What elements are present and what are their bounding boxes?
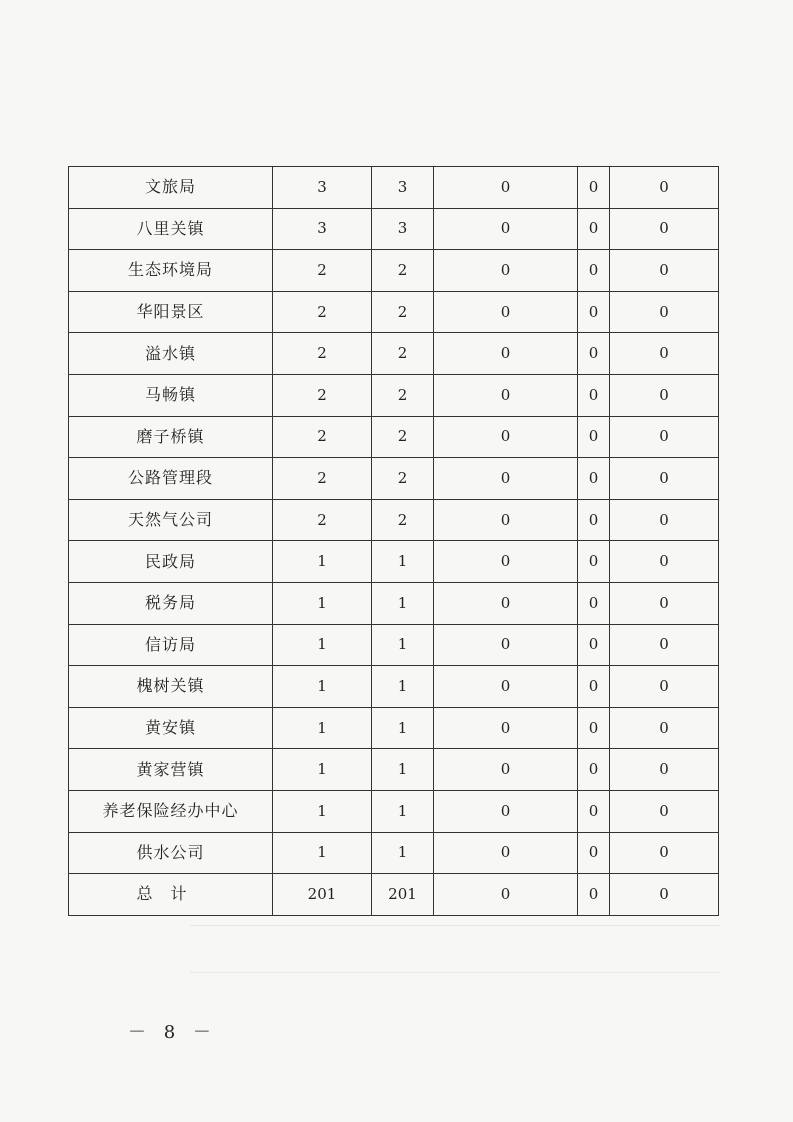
value-cell-e: 0 — [610, 624, 719, 666]
value-cell-a: 3 — [273, 208, 372, 250]
unit-name-cell: 溢水镇 — [69, 333, 273, 375]
unit-name-cell: 八里关镇 — [69, 208, 273, 250]
value-cell-c: 0 — [434, 790, 578, 832]
value-cell-e: 0 — [610, 541, 719, 583]
value-cell-d: 0 — [578, 208, 610, 250]
table-row — [69, 832, 719, 874]
value-cell-c: 0 — [434, 250, 578, 292]
unit-name-cell: 磨子桥镇 — [69, 416, 273, 458]
total-label: 总计 — [69, 874, 273, 916]
value-cell-e: 0 — [610, 291, 719, 333]
value-cell-b: 1 — [372, 541, 434, 583]
table-row — [69, 458, 719, 500]
value-cell-a: 2 — [273, 416, 372, 458]
value-cell-e: 0 — [610, 582, 719, 624]
value-cell-c: 0 — [434, 832, 578, 874]
value-cell-c: 0 — [434, 666, 578, 708]
value-cell-b: 1 — [372, 582, 434, 624]
value-cell-a: 1 — [273, 541, 372, 583]
value-cell-d: 0 — [578, 250, 610, 292]
value-cell-b: 2 — [372, 291, 434, 333]
unit-name-cell: 公路管理段 — [69, 458, 273, 500]
value-cell-a: 2 — [273, 458, 372, 500]
value-cell-e: 0 — [610, 499, 719, 541]
value-cell-a: 2 — [273, 250, 372, 292]
value-cell-b: 2 — [372, 499, 434, 541]
value-cell-a: 2 — [273, 291, 372, 333]
total-row — [69, 874, 719, 916]
value-cell-e: 0 — [610, 333, 719, 375]
value-cell-e: 0 — [610, 666, 719, 708]
value-cell-b: 2 — [372, 458, 434, 500]
value-cell-c: 0 — [434, 291, 578, 333]
total-value-d: 0 — [578, 874, 610, 916]
unit-name-cell: 供水公司 — [69, 832, 273, 874]
value-cell-a: 2 — [273, 499, 372, 541]
value-cell-b: 1 — [372, 707, 434, 749]
unit-name-cell: 信访局 — [69, 624, 273, 666]
table-row — [69, 666, 719, 708]
table-body — [69, 167, 719, 916]
value-cell-b: 2 — [372, 416, 434, 458]
value-cell-d: 0 — [578, 707, 610, 749]
bleed-through-marks — [190, 925, 720, 973]
value-cell-b: 2 — [372, 250, 434, 292]
value-cell-d: 0 — [578, 333, 610, 375]
total-value-e: 0 — [610, 874, 719, 916]
value-cell-d: 0 — [578, 167, 610, 209]
value-cell-b: 1 — [372, 832, 434, 874]
value-cell-a: 1 — [273, 582, 372, 624]
unit-name-cell: 养老保险经办中心 — [69, 790, 273, 832]
table-row — [69, 374, 719, 416]
value-cell-e: 0 — [610, 749, 719, 791]
value-cell-a: 2 — [273, 374, 372, 416]
page-number: － 8 － — [128, 1022, 217, 1043]
value-cell-d: 0 — [578, 374, 610, 416]
value-cell-d: 0 — [578, 624, 610, 666]
value-cell-d: 0 — [578, 541, 610, 583]
value-cell-b: 3 — [372, 208, 434, 250]
value-cell-d: 0 — [578, 291, 610, 333]
value-cell-d: 0 — [578, 790, 610, 832]
table-row — [69, 250, 719, 292]
table-row — [69, 291, 719, 333]
table-row — [69, 499, 719, 541]
unit-name-cell: 马畅镇 — [69, 374, 273, 416]
unit-name-cell: 黄家营镇 — [69, 749, 273, 791]
table-row — [69, 749, 719, 791]
table-row — [69, 582, 719, 624]
total-value-b: 201 — [372, 874, 434, 916]
value-cell-c: 0 — [434, 458, 578, 500]
value-cell-c: 0 — [434, 374, 578, 416]
value-cell-c: 0 — [434, 707, 578, 749]
value-cell-d: 0 — [578, 666, 610, 708]
value-cell-c: 0 — [434, 749, 578, 791]
value-cell-a: 1 — [273, 666, 372, 708]
value-cell-e: 0 — [610, 790, 719, 832]
unit-name-cell: 华阳景区 — [69, 291, 273, 333]
table-row — [69, 790, 719, 832]
value-cell-d: 0 — [578, 582, 610, 624]
value-cell-a: 1 — [273, 624, 372, 666]
total-value-a: 201 — [273, 874, 372, 916]
value-cell-b: 1 — [372, 790, 434, 832]
value-cell-b: 1 — [372, 666, 434, 708]
value-cell-e: 0 — [610, 167, 719, 209]
value-cell-e: 0 — [610, 374, 719, 416]
value-cell-c: 0 — [434, 541, 578, 583]
table-row — [69, 167, 719, 209]
unit-name-cell: 文旅局 — [69, 167, 273, 209]
value-cell-b: 1 — [372, 624, 434, 666]
value-cell-c: 0 — [434, 167, 578, 209]
value-cell-e: 0 — [610, 250, 719, 292]
table-row — [69, 541, 719, 583]
value-cell-a: 2 — [273, 333, 372, 375]
statistics-table — [68, 166, 719, 916]
value-cell-d: 0 — [578, 458, 610, 500]
value-cell-a: 1 — [273, 832, 372, 874]
unit-name-cell: 天然气公司 — [69, 499, 273, 541]
table-row — [69, 416, 719, 458]
value-cell-d: 0 — [578, 832, 610, 874]
value-cell-c: 0 — [434, 208, 578, 250]
unit-name-cell: 黄安镇 — [69, 707, 273, 749]
value-cell-d: 0 — [578, 749, 610, 791]
value-cell-b: 1 — [372, 749, 434, 791]
value-cell-e: 0 — [610, 832, 719, 874]
value-cell-b: 3 — [372, 167, 434, 209]
total-value-c: 0 — [434, 874, 578, 916]
value-cell-a: 1 — [273, 790, 372, 832]
value-cell-e: 0 — [610, 416, 719, 458]
value-cell-e: 0 — [610, 208, 719, 250]
value-cell-c: 0 — [434, 333, 578, 375]
table-row — [69, 707, 719, 749]
table-row — [69, 333, 719, 375]
value-cell-a: 1 — [273, 749, 372, 791]
table-row — [69, 208, 719, 250]
value-cell-a: 3 — [273, 167, 372, 209]
table-row — [69, 624, 719, 666]
value-cell-e: 0 — [610, 458, 719, 500]
unit-name-cell: 生态环境局 — [69, 250, 273, 292]
value-cell-b: 2 — [372, 374, 434, 416]
value-cell-c: 0 — [434, 499, 578, 541]
value-cell-a: 1 — [273, 707, 372, 749]
unit-name-cell: 槐树关镇 — [69, 666, 273, 708]
value-cell-c: 0 — [434, 624, 578, 666]
unit-name-cell: 民政局 — [69, 541, 273, 583]
value-cell-d: 0 — [578, 499, 610, 541]
unit-name-cell: 税务局 — [69, 582, 273, 624]
value-cell-e: 0 — [610, 707, 719, 749]
value-cell-c: 0 — [434, 416, 578, 458]
value-cell-c: 0 — [434, 582, 578, 624]
value-cell-b: 2 — [372, 333, 434, 375]
value-cell-d: 0 — [578, 416, 610, 458]
